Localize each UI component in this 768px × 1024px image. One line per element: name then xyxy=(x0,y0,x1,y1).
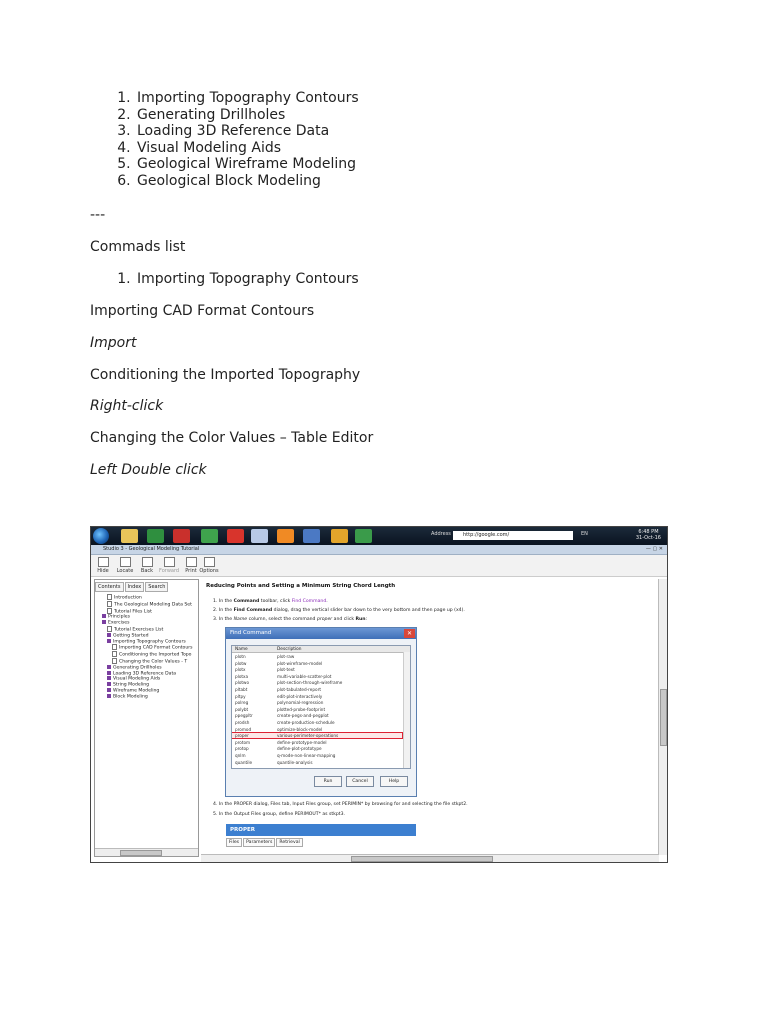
ie-icon[interactable] xyxy=(303,529,320,543)
document-body xyxy=(90,90,690,190)
studio-app-icon[interactable] xyxy=(251,529,268,543)
options-button[interactable]: Options xyxy=(199,557,219,574)
proper-tabs xyxy=(226,836,416,847)
help-toolbar xyxy=(91,555,667,577)
command-description: define-plot-prototype xyxy=(277,746,322,752)
command-name: polreg xyxy=(235,700,249,706)
tab-contents[interactable]: Contents xyxy=(95,582,124,592)
command-row[interactable] xyxy=(232,654,402,659)
command-row[interactable] xyxy=(232,687,402,692)
options-icon xyxy=(204,557,215,567)
dialog-vscrollbar[interactable] xyxy=(403,652,410,768)
command-row[interactable] xyxy=(232,760,402,765)
network-app-icon[interactable] xyxy=(355,529,372,543)
hide-button[interactable]: Hide xyxy=(93,557,113,574)
forward-button[interactable]: Forward xyxy=(159,557,179,574)
command-description: quantile-analysis xyxy=(277,759,313,765)
command-row[interactable] xyxy=(232,733,402,738)
tree-item[interactable] xyxy=(98,626,193,633)
locate-icon xyxy=(120,557,131,567)
command-description: q-mode-non-linear-mapping xyxy=(277,753,336,758)
tree-item[interactable] xyxy=(98,644,193,651)
command-description: create-pegs-and-pegplot xyxy=(277,713,329,719)
paragraph: Left Double click xyxy=(90,462,207,478)
command-row[interactable] xyxy=(232,694,402,699)
tab-files[interactable]: Files xyxy=(226,838,242,847)
topics-list xyxy=(90,90,690,190)
cancel-button[interactable]: Cancel xyxy=(346,776,374,787)
command-name: protop xyxy=(235,746,249,752)
tree-item-label: Tutorial Files List xyxy=(114,609,152,615)
book-icon xyxy=(107,639,111,643)
command-name: proper xyxy=(235,733,249,739)
command-name: ppegpltr xyxy=(235,713,253,719)
command-row[interactable] xyxy=(232,727,402,732)
window-titlebar xyxy=(91,545,667,555)
tree-item-label: Importing CAD Format Contours xyxy=(119,645,193,651)
paragraph: Right-click xyxy=(90,398,164,414)
tree-item-label: Exercises xyxy=(108,620,130,626)
paragraph: Conditioning the Imported Topography xyxy=(90,367,361,383)
book-icon xyxy=(102,620,106,624)
command-row[interactable] xyxy=(232,746,402,751)
page-icon xyxy=(112,658,117,664)
scroll-thumb[interactable] xyxy=(351,856,493,862)
back-icon xyxy=(142,557,153,567)
command-row[interactable] xyxy=(232,720,402,725)
content-title: Reducing Points and Setting a Minimum String Chord Length xyxy=(206,583,396,589)
clock-time: 6:48 PM xyxy=(638,529,659,535)
paragraph: Import xyxy=(90,335,137,351)
back-button[interactable]: Back xyxy=(137,557,157,574)
book-icon xyxy=(107,694,111,698)
tree-item-label: Getting Started xyxy=(113,633,149,639)
window-controls[interactable]: — ▢ ✕ xyxy=(645,546,663,552)
command-name: plotx xyxy=(235,667,246,673)
clock xyxy=(636,529,661,541)
command-description: polynomial-regression xyxy=(277,700,324,706)
step-1: 1. In the Command toolbar, click Find Command. xyxy=(213,599,328,604)
command-description: plot-section-through-wireframe xyxy=(277,680,343,686)
column-name[interactable]: Name xyxy=(235,646,248,652)
command-row[interactable] xyxy=(232,661,402,666)
separator: --- xyxy=(90,207,106,223)
command-description: plot-wireframe-model xyxy=(277,660,323,666)
command-name: polybt xyxy=(235,706,249,712)
print-icon xyxy=(186,557,197,567)
column-description[interactable]: Description xyxy=(277,646,302,652)
address-field[interactable]: http://google.com/ xyxy=(453,531,573,540)
book-icon xyxy=(107,633,111,637)
dialog-title: Find Command xyxy=(226,628,416,639)
content-hscrollbar[interactable] xyxy=(201,854,659,862)
book-icon xyxy=(107,671,111,675)
command-row[interactable] xyxy=(232,667,402,672)
media-player-icon[interactable] xyxy=(277,529,294,543)
command-name: plotn xyxy=(235,654,246,659)
command-row[interactable] xyxy=(232,753,402,758)
scroll-thumb[interactable] xyxy=(120,850,162,856)
book-icon xyxy=(107,665,111,669)
page-icon xyxy=(107,601,112,607)
tree-item-label: Wireframe Modeling xyxy=(113,688,160,694)
command-item: 1. Importing Topography Contours xyxy=(135,271,359,287)
excel-icon[interactable] xyxy=(147,529,164,543)
print-button[interactable]: Print xyxy=(181,557,201,574)
command-name: protom xyxy=(235,739,251,745)
command-name: pltabt xyxy=(235,687,248,692)
command-description: edit-plot-interactively xyxy=(277,693,323,699)
command-description: plotted-probe-footprint xyxy=(277,706,326,712)
close-icon[interactable]: ✕ xyxy=(404,629,415,638)
contents-tree xyxy=(98,594,193,700)
command-row[interactable] xyxy=(232,700,402,705)
tree-item-label: Conditioning the Imported Topo xyxy=(119,652,192,658)
pdf-icon[interactable] xyxy=(173,529,190,543)
tree-item-label: String Modeling xyxy=(113,682,150,688)
book-icon xyxy=(107,676,111,680)
command-list[interactable] xyxy=(231,645,411,769)
scroll-thumb[interactable] xyxy=(660,689,667,746)
commands-heading: Commads list xyxy=(90,239,186,255)
topic-item: 2. Generating Drillholes xyxy=(135,107,690,124)
locate-button[interactable]: Locate xyxy=(115,557,135,574)
command-name: plotwo xyxy=(235,680,250,686)
tree-item[interactable] xyxy=(98,594,193,601)
proper-title: PROPER xyxy=(226,824,416,836)
book-icon xyxy=(102,614,106,618)
page-icon xyxy=(107,608,112,614)
command-row[interactable] xyxy=(232,740,402,745)
tree-item-label: Visual Modeling Aids xyxy=(113,676,161,682)
command-description: optimize-block-model xyxy=(277,726,323,732)
start-button[interactable] xyxy=(93,528,109,544)
hide-icon xyxy=(98,557,109,567)
help-button[interactable]: Help xyxy=(380,776,408,787)
book-icon xyxy=(107,688,111,692)
page-icon xyxy=(107,626,112,632)
forward-icon xyxy=(164,557,175,567)
tree-item-label: Block Modeling xyxy=(113,694,148,700)
command-description: plot-tabulated-report xyxy=(277,687,321,692)
topic-item: 5. Geological Wireframe Modeling xyxy=(135,156,690,173)
chrome-icon[interactable] xyxy=(331,529,348,543)
tree-item[interactable] xyxy=(98,608,193,615)
book-icon xyxy=(107,682,111,686)
command-row[interactable] xyxy=(232,680,402,685)
tree-item[interactable] xyxy=(98,658,193,665)
tab-parameters[interactable]: Parameters xyxy=(243,838,275,847)
tab-index[interactable]: Index xyxy=(125,582,145,592)
tree-item[interactable] xyxy=(98,694,193,700)
clock-date: 31-Oct-16 xyxy=(635,535,661,541)
taskbar xyxy=(91,527,667,545)
tree-item-label: The Geological Modeling Data Set xyxy=(114,602,192,608)
step-2: 2. In the Find Command dialog, drag the vertical slider bar down to the very bottom and then page up (x4). xyxy=(213,608,465,613)
tree-item-label: Introduction xyxy=(114,595,142,601)
page-icon xyxy=(112,651,117,657)
command-row[interactable] xyxy=(232,707,402,712)
command-name: promod xyxy=(235,726,252,732)
command-name: plotw xyxy=(235,660,247,666)
acrobat-icon[interactable] xyxy=(227,529,244,543)
contents-pane xyxy=(94,579,199,857)
paragraph: Importing CAD Format Contours xyxy=(90,303,315,319)
content-vscrollbar[interactable] xyxy=(658,579,667,855)
window-title: Studio 3 - Geological Modeling Tutorial xyxy=(103,546,200,552)
command-description: multi-variable-scatter-plot xyxy=(277,673,332,679)
find-command-dialog xyxy=(225,627,417,797)
topic-item: 4. Visual Modeling Aids xyxy=(135,140,690,157)
tab-retrieval[interactable]: Retrieval xyxy=(276,838,302,847)
tree-item-label: Principles xyxy=(108,614,130,620)
step-4: 4. In the PROPER dialog, Files tab, Input Files group, set PERIMIN* by browsing for and selecting the file stkpt2. xyxy=(213,802,468,807)
topic-item: 6. Geological Block Modeling xyxy=(135,173,690,190)
command-description: plot-text xyxy=(277,667,295,673)
explorer-icon[interactable] xyxy=(121,529,138,543)
contents-tabs xyxy=(95,582,169,592)
commands-list xyxy=(90,271,359,287)
command-name: prodsh xyxy=(235,720,250,725)
tree-item[interactable] xyxy=(98,651,193,658)
left-hscrollbar[interactable] xyxy=(95,848,198,856)
tree-item-label: Tutorial Exercises List xyxy=(114,627,164,633)
list-header xyxy=(232,646,410,653)
embedded-screenshot xyxy=(90,526,668,863)
tree-item[interactable] xyxy=(98,601,193,608)
command-description: define-prototype-model xyxy=(277,739,327,745)
step-5: 5. In the Output Files group, define PERIMOUT* as stkpt3. xyxy=(213,812,345,817)
command-description: create-production-schedule xyxy=(277,720,335,725)
command-name: plotxa xyxy=(235,673,249,679)
command-description: plot-raw xyxy=(277,654,295,659)
tree-item-label: Loading 3D Reference Data xyxy=(113,671,177,677)
find-command-link[interactable]: Find Command xyxy=(291,599,327,604)
tree-item-label: Importing Topography Contours xyxy=(113,639,186,645)
paragraph: Changing the Color Values – Table Editor xyxy=(90,430,374,446)
chart-app-icon[interactable] xyxy=(201,529,218,543)
command-description: various-perimeter-operations xyxy=(277,733,339,739)
command-row[interactable] xyxy=(232,713,402,718)
page-icon xyxy=(107,594,112,600)
command-row[interactable] xyxy=(232,674,402,679)
command-name: qnlm xyxy=(235,753,246,758)
tab-search[interactable]: Search xyxy=(145,582,168,592)
tree-item-label: Generating Drillholes xyxy=(113,665,162,671)
tree-item-label: Changing the Color Values - T xyxy=(119,659,188,665)
command-name: pltpy xyxy=(235,693,246,699)
page-icon xyxy=(112,644,117,650)
address-label: Address xyxy=(431,531,451,537)
run-button[interactable]: Run xyxy=(314,776,342,787)
topic-item: 1. Importing Topography Contours xyxy=(135,90,690,107)
command-name: quantile xyxy=(235,759,253,765)
step-3: 3. In the Name column, select the command proper and click Run: xyxy=(213,617,368,622)
tray-language[interactable]: EN xyxy=(581,531,588,537)
topic-item: 3. Loading 3D Reference Data xyxy=(135,123,690,140)
